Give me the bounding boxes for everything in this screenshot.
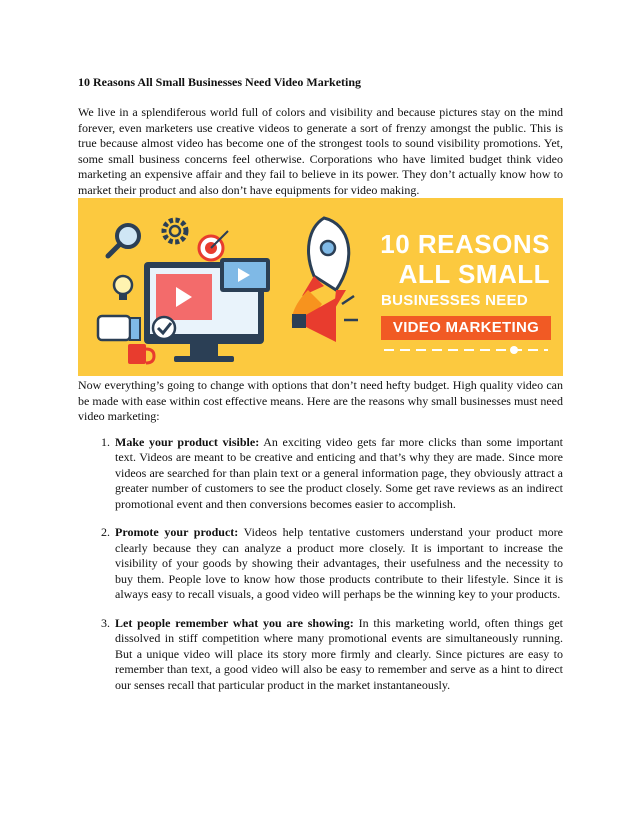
reason-3-lead: Let people remember what you are showing:: [115, 615, 354, 630]
reason-item-1: [113, 435, 563, 513]
banner-line-4: VIDEO MARKETING: [381, 316, 551, 340]
reasons-list: [78, 435, 563, 694]
intro-paragraph: We live in a splendiferous world full of colors and visibility and because pictures stay on the mind forever, even marketers use creative videos to generate a sort of frenzy amongst the public. This is true because almost video has become one of the strongest tools to sound visibility promotions. Yet, some small business concerns feel otherwise. Corporations who have limited budget think video marketing an expensive affair and they fail to believe in its power. They don’t actually know how to market their product and also don’t have equipments for video making.: [78, 105, 563, 197]
reason-2-lead: Promote your product:: [115, 525, 239, 539]
magnifier-icon: [108, 225, 139, 256]
document-page: [78, 74, 563, 706]
transition-paragraph: Now everything’s going to change with options that don’t need hefty budget. High quality video can be made with ease within cost effective means. Here are the reasons why small businesses must need video marketing:: [78, 378, 563, 423]
reason-2-text: Videos help tentative customers understand your product more clearly because they can analyze a product more closely. It is important to increase the visibility of your goods by showing their advantages, their usefulness and the necessity to buy them. People love to know how those products contribute to their lifestyle. Since it is always easy to recall visuals, a good video will perhaps be the winning key to your products.: [115, 525, 563, 601]
banner-line-2: ALL SMALL: [398, 259, 550, 289]
banner-image: [78, 198, 563, 376]
decorative-slider-knob: [510, 346, 518, 354]
reason-1-lead: Make your product visible:: [115, 434, 260, 449]
reason-item-2: [113, 525, 563, 603]
banner-line-3: BUSINESSES NEED: [381, 292, 529, 309]
lightbulb-icon: [114, 276, 132, 300]
thumbs-up-icon: [98, 316, 140, 340]
monitor-icon: [144, 258, 270, 362]
check-icon: [153, 317, 175, 339]
gear-icon: [164, 220, 186, 242]
reason-item-3: [113, 616, 563, 694]
target-icon: [199, 231, 228, 260]
mug-icon: [128, 344, 154, 364]
reason-1-text: An exciting video gets far more clicks than some important text. Videos are meant to be creative and enticing and that’s why they are made. Since more videos are searched for than plain text or a general information page, they obviously attract a greater number of customers to see the product closely. Some get rave reviews as an indirect promotional event and then conversions becomes easier to accomplish.: [115, 434, 564, 511]
reason-3-text: In this marketing world, often things get dissolved in stiff competition where many promotional events are simultaneously running. But a unique video will place its story more firmly and clearly. Since pictures are easy to remember than text, a good video will also be easy to remember and serve as a hint to direct our senses recall that particular product in the market instantaneously.: [115, 615, 564, 692]
document-title: 10 Reasons All Small Businesses Need Video Marketing: [78, 75, 362, 89]
banner-line-1: 10 REASONS: [380, 229, 550, 259]
